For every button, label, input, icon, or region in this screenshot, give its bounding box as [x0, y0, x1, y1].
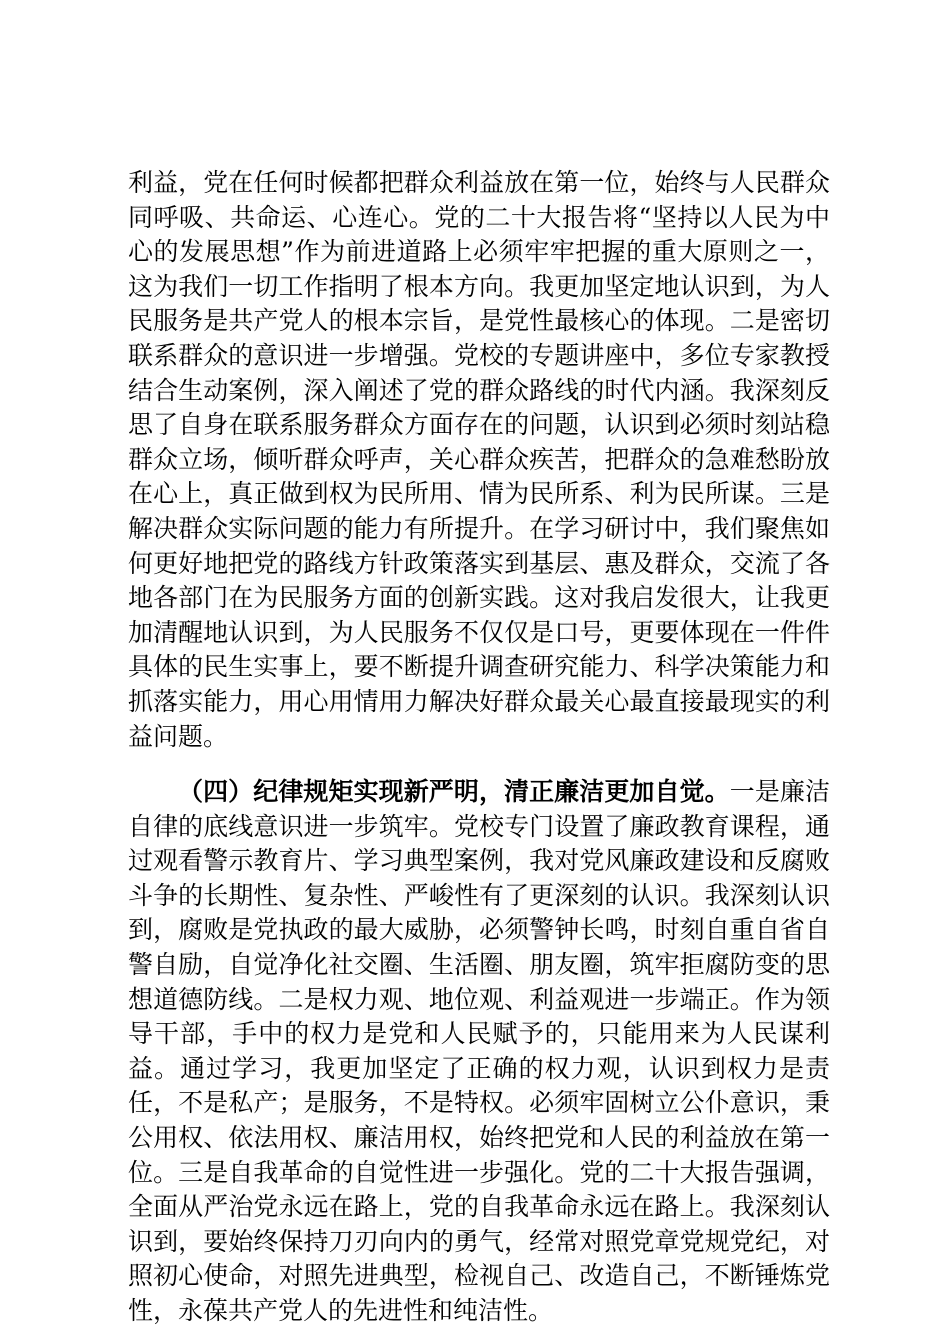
- body-paragraph-continued: 利益，党在任何时候都把群众利益放在第一位，始终与人民群众同呼吸、共命运、心连心。党的二十大报告将“坚持以人民为中心的发展思想”作为前进道路上必须牢牢把握的重大原则之一，这为我们一切工作指明了根本方向。我更加坚定地认识到，为人民服务是共产党人的根本宗旨，是党性最核心的体现。二是密切联系群众的意识进一步增强。党校的专题讲座中，多位专家教授结合生动案例，深入阐述了党的群众路线的时代内涵。我深刻反思了自身在联系服务群众方面存在的问题，认识到必须时刻站稳群众立场，倾听群众呼声，关心群众疾苦，把群众的急难愁盼放在心上，真正做到权为民所用、情为民所系、利为民所谋。三是解决群众实际问题的能力有所提升。在学习研讨中，我们聚焦如何更好地把党的路线方针政策落实到基层、惠及群众，交流了各地各部门在为民服务方面的创新实践。这对我启发很大，让我更加清醒地认识到，为人民服务不仅仅是口号，更要体现在一件件具体的民生实事上，要不断提升调查研究能力、科学决策能力和抓落实能力，用心用情用力解决好群众最关心最直接最现实的利益问题。: [128, 168, 830, 751]
- section-heading-four: （四）纪律规矩实现新严明，清正廉洁更加自觉。: [178, 777, 730, 807]
- body-paragraph-section-four: [128, 775, 830, 1329]
- section-four-body-text: 一是廉洁自律的底线意识进一步筑牢。党校专门设置了廉政教育课程，通过观看警示教育片、学习典型案例，我对党风廉政建设和反腐败斗争的长期性、复杂性、严峻性有了更深刻的认识。我深刻认识到，腐败是党执政的最大威胁，必须警钟长鸣，时刻自重自省自警自励，自觉净化社交圈、生活圈、朋友圈，筑牢拒腐防变的思想道德防线。二是权力观、地位观、利益观进一步端正。作为领导干部，手中的权力是党和人民赋予的，只能用来为人民谋利益。通过学习，我更加坚定了正确的权力观，认识到权力是责任，不是私产；是服务，不是特权。必须牢固树立公仆意识，秉公用权、依法用权、廉洁用权，始终把党和人民的利益放在第一位。三是自我革命的自觉性进一步强化。党的二十大报告强调，全面从严治党永远在路上，党的自我革命永远在路上。我深刻认识到，要始终保持刀刃向内的勇气，经常对照党章党规党纪，对照初心使命，对照先进典型，检视自己、改造自己，不断锤炼党性，永葆共产党人的先进性和纯洁性。: [128, 777, 830, 1325]
- document-body: [128, 166, 830, 1329]
